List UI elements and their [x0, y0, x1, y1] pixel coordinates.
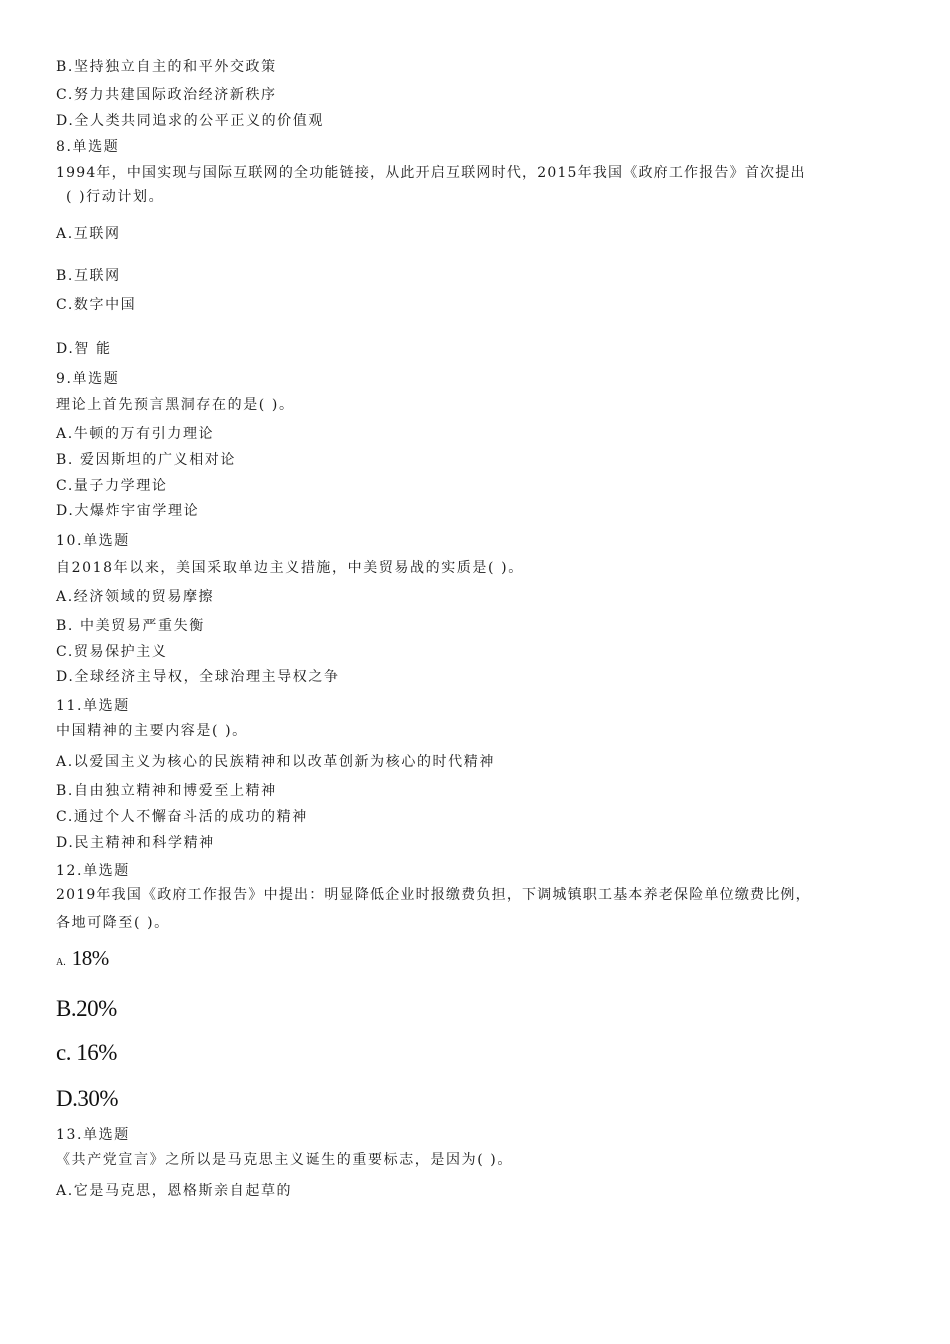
q13-option-a: A.它是马克思，恩格斯亲自起草的 [56, 1183, 293, 1199]
q10-header: 10.单选题 [56, 533, 130, 549]
q8-stem-line2: ( )行动计划。 [66, 189, 165, 205]
q12-option-c: c. 16% [56, 1040, 117, 1065]
q12-option-a [56, 946, 109, 971]
q10-option-d: D.全球经济主导权，全球治理主导权之争 [56, 669, 340, 685]
q11-option-c: C.通过个人不懈奋斗活的成功的精神 [56, 809, 308, 825]
q7-option-c: C.努力共建国际政治经济新秩序 [56, 87, 277, 103]
q9-option-b: B. 爱因斯坦的广义相对论 [56, 452, 236, 468]
q9-option-c: C.量子力学理论 [56, 478, 168, 494]
q10-option-c: C.贸易保护主义 [56, 644, 168, 660]
q11-option-a: A.以爱国主义为核心的民族精神和以改革创新为核心的时代精神 [56, 754, 495, 770]
q12-stem-line1: 2019年我国《政府工作报告》中提出：明显降低企业时报缴费负担，下调城镇职工基本养老保险单位缴费比例， [56, 887, 811, 903]
q10-stem: 自2018年以来，美国采取单边主义措施，中美贸易战的实质是( )。 [56, 560, 524, 576]
q13-header: 13.单选题 [56, 1127, 130, 1143]
q8-option-a: A.互联网 [56, 226, 121, 242]
q13-stem: 《共产党宣言》之所以是马克思主义诞生的重要标志，是因为( )。 [56, 1152, 513, 1168]
q12-option-a-letter: A. [56, 957, 66, 968]
q12-option-b: B.20% [56, 996, 117, 1021]
q7-option-b: B.坚持独立自主的和平外交政策 [56, 59, 277, 75]
q10-option-b: B. 中美贸易严重失衡 [56, 618, 205, 634]
q8-stem-line1: 1994年，中国实现与国际互联网的全功能链接，从此开启互联网时代，2015年我国《政府工作报告》首次提出 [56, 165, 806, 181]
q12-option-d: D.30% [56, 1086, 119, 1111]
q9-stem: 理论上首先预言黑洞存在的是( )。 [56, 397, 295, 413]
q11-header: 11.单选题 [56, 698, 130, 714]
q12-header: 12.单选题 [56, 863, 130, 879]
q11-option-d: D.民主精神和科学精神 [56, 835, 215, 851]
q7-option-d: D.全人类共同追求的公平正义的价值观 [56, 113, 324, 129]
q11-stem: 中国精神的主要内容是( )。 [56, 723, 248, 739]
q12-stem-line2: 各地可降至( )。 [56, 915, 170, 931]
q10-option-a: A.经济领域的贸易摩擦 [56, 589, 215, 605]
q9-option-a: A.牛顿的万有引力理论 [56, 426, 215, 442]
q8-option-d: D.智 能 [56, 341, 112, 357]
q8-header: 8.单选题 [56, 139, 120, 155]
q12-option-a-value: 18% [71, 946, 109, 970]
q8-option-b: B.互联网 [56, 268, 121, 284]
q8-option-c: C.数字中国 [56, 297, 137, 313]
q11-option-b: B.自由独立精神和博爱至上精神 [56, 783, 277, 799]
q9-header: 9.单选题 [56, 371, 120, 387]
q9-option-d: D.大爆炸宇宙学理论 [56, 503, 200, 519]
